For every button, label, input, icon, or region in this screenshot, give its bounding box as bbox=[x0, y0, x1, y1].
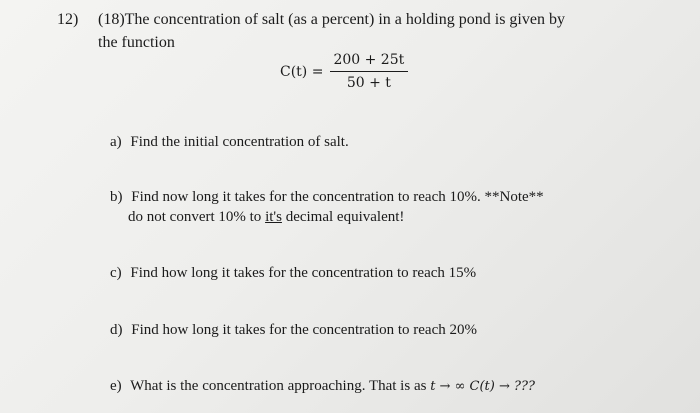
part-c-label: c) bbox=[110, 265, 122, 281]
part-a bbox=[110, 134, 349, 151]
part-c-text: Find how long it takes for the concentration to reach 15% bbox=[130, 265, 477, 281]
part-c bbox=[110, 265, 476, 282]
part-e-text: What is the concentration approaching. That is as bbox=[130, 378, 431, 394]
part-b-text-line2-underlined: it's bbox=[265, 209, 282, 225]
part-a-label: a) bbox=[110, 134, 122, 150]
concentration-formula bbox=[280, 52, 408, 91]
formula-fraction bbox=[329, 52, 408, 91]
part-d-text: Find how long it takes for the concentration to reach 20% bbox=[131, 322, 477, 338]
formula-numerator: 200 + 25t bbox=[333, 52, 405, 68]
part-e-limit-expression: t → ∞ C(t) → ??? bbox=[430, 379, 535, 394]
part-b-line2 bbox=[128, 209, 404, 226]
part-d bbox=[110, 322, 477, 339]
part-b-text-line2-pre: do not convert 10% to bbox=[128, 209, 266, 225]
part-b-label: b) bbox=[110, 189, 123, 205]
question-number: 12) bbox=[57, 11, 79, 28]
part-e-label: e) bbox=[110, 378, 122, 394]
question-intro-line2: the function bbox=[98, 34, 175, 51]
formula-denominator: 50 + t bbox=[346, 75, 391, 91]
part-b bbox=[110, 189, 544, 206]
part-a-text: Find the initial concentration of salt. bbox=[130, 134, 349, 150]
question-intro-line1: (18)The concentration of salt (as a percent) in a holding pond is given by bbox=[98, 11, 565, 28]
part-d-label: d) bbox=[110, 322, 123, 338]
part-e bbox=[110, 378, 535, 395]
formula-lhs: C(t) = bbox=[280, 63, 324, 80]
part-b-text-line1: Find now long it takes for the concentration to reach 10%. **Note** bbox=[131, 189, 544, 205]
part-b-text-line2-post: decimal equivalent! bbox=[281, 209, 405, 225]
